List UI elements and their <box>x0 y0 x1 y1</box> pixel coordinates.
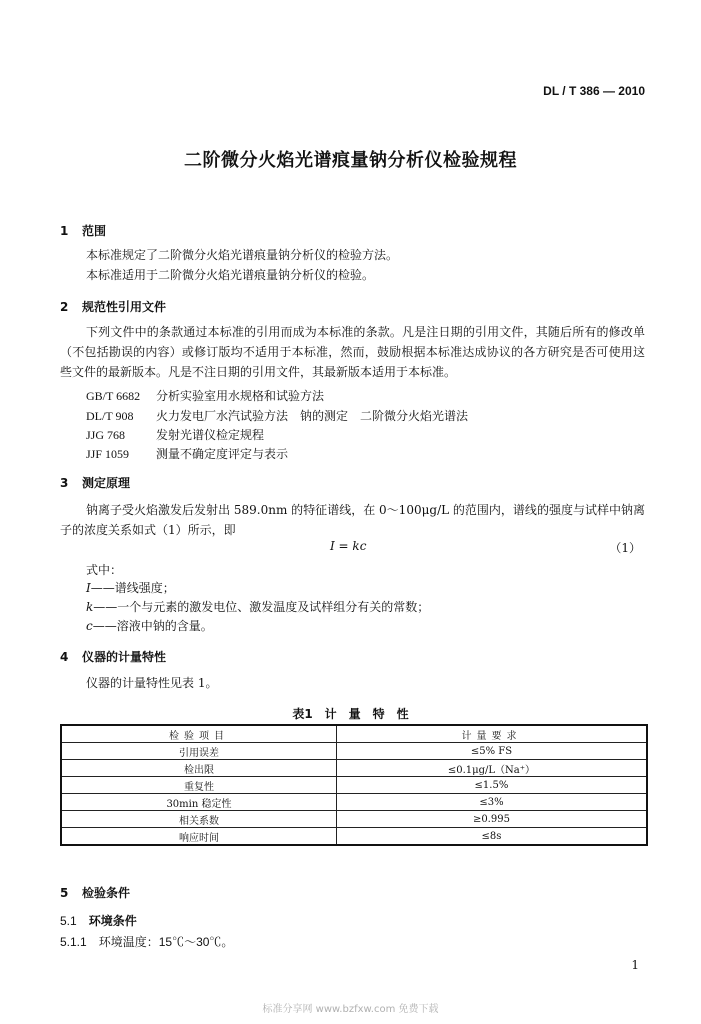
table-cell: 相关系数 <box>61 811 336 828</box>
formula: I = kc <box>330 539 367 553</box>
formula-where: 式中： <box>86 563 123 577</box>
variable-definition <box>86 617 213 634</box>
metrology-table <box>60 724 648 846</box>
section-4-heading <box>60 648 166 665</box>
table-row <box>61 777 647 794</box>
table-cell: ≤0.1μg/L（Na⁺） <box>336 760 647 777</box>
table-row <box>61 828 647 846</box>
table-header: 检验项目 <box>61 725 336 743</box>
clause-number: 5.1.1 <box>60 935 87 949</box>
section-3-heading <box>60 474 130 491</box>
clause <box>60 933 233 950</box>
table-cell: ≥0.995 <box>336 811 647 828</box>
table-row <box>61 743 647 760</box>
table-cell: 引用误差 <box>61 743 336 760</box>
table-row <box>61 794 647 811</box>
section-title: 检验条件 <box>82 886 131 900</box>
table-cell: 检出限 <box>61 760 336 777</box>
reference-title: 测量不确定度评定与表示 <box>156 447 289 461</box>
variable-definition <box>86 579 175 596</box>
reference-code: DL/T 908 <box>86 409 134 423</box>
reference-title: 火力发电厂水汽试验方法 钠的测定 二阶微分火焰光谱法 <box>156 409 469 423</box>
equation-number: （1） <box>609 541 641 555</box>
table-cell: 重复性 <box>61 777 336 794</box>
table-title: 表1 计 量 特 性 <box>292 707 409 721</box>
variable-description: ——溶液中钠的含量。 <box>92 619 213 633</box>
reference-code: JJF 1059 <box>86 447 130 461</box>
subsection-number: 5.1 <box>60 914 77 928</box>
section-number: 2 <box>60 300 69 314</box>
table-cell: 30min 稳定性 <box>61 794 336 811</box>
variable-description: ——一个与元素的激发电位、激发温度及试样组分有关的常数； <box>93 600 430 614</box>
document-title: 二阶微分火焰光谱痕量钠分析仪检验规程 <box>184 150 517 171</box>
section-2-heading <box>60 298 166 315</box>
section-number: 4 <box>60 650 69 664</box>
page-number: 1 <box>631 958 639 972</box>
table-cell: ≤3% <box>336 794 647 811</box>
variable-symbol: I <box>86 581 91 595</box>
section-title: 测定原理 <box>82 476 131 490</box>
section-number: 1 <box>60 224 69 238</box>
reference-item <box>86 445 288 462</box>
reference-code: GB/T 6682 <box>86 389 141 403</box>
references-intro: 下列文件中的条款通过本标准的引用而成为本标准的条款。凡是注日期的引用文件，其随后所有的修改单（不包括勘误的内容）或修订版均不适用于本标准，然而，鼓励根据本标准达成协议的各方研究是否可使用这些文件的最新版本。凡是不注日期的引用文件，其最新版本适用于本标准。 <box>60 325 645 379</box>
table-cell: ≤1.5% <box>336 777 647 794</box>
section-title: 范围 <box>82 224 107 238</box>
reference-title: 分析实验室用水规格和试验方法 <box>156 389 325 403</box>
section-number: 3 <box>60 476 69 490</box>
table-row <box>61 760 647 777</box>
table-header-row <box>61 725 647 743</box>
reference-code: JJG 768 <box>86 428 126 442</box>
variable-definition <box>86 598 429 615</box>
reference-item <box>86 426 264 443</box>
paragraph: 本标准适用于二阶微分火焰光谱痕量钠分析仪的检验。 <box>86 268 375 282</box>
variable-symbol: c <box>86 619 93 633</box>
table-cell: ≤5% FS <box>336 743 647 760</box>
section-title: 规范性引用文件 <box>82 300 167 314</box>
reference-title: 发射光谱仪检定规程 <box>156 428 265 442</box>
table-cell: 响应时间 <box>61 828 336 846</box>
reference-item <box>86 407 468 424</box>
watermark-text: 标准分享网 www.bzfxw.com 免费下载 <box>262 1004 439 1015</box>
table-header: 计量要求 <box>336 725 647 743</box>
subsection-heading <box>60 912 137 929</box>
standard-number: DL / T 386 — 2010 <box>543 84 645 98</box>
principle-paragraph: 钠离子受火焰激发后发射出 589.0nm 的特征谱线，在 0～100μg/L 的范围内，谱线的强度与试样中钠离子的浓度关系如式（1）所示，即 <box>60 503 645 537</box>
subsection-title: 环境条件 <box>88 914 137 928</box>
paragraph: 仪器的计量特性见表 1。 <box>86 676 218 690</box>
variable-description: ——谱线强度； <box>90 581 175 595</box>
section-1-heading <box>60 222 106 239</box>
variable-symbol: k <box>86 600 94 614</box>
table-row <box>61 811 647 828</box>
section-5-heading <box>60 884 130 901</box>
section-title: 仪器的计量特性 <box>82 650 167 664</box>
table-cell: ≤8s <box>336 828 647 846</box>
reference-item <box>86 387 324 404</box>
clause-text: 环境温度：15℃～30℃。 <box>98 935 234 949</box>
section-number: 5 <box>60 886 69 900</box>
paragraph: 本标准规定了二阶微分火焰光谱痕量钠分析仪的检验方法。 <box>86 248 399 262</box>
